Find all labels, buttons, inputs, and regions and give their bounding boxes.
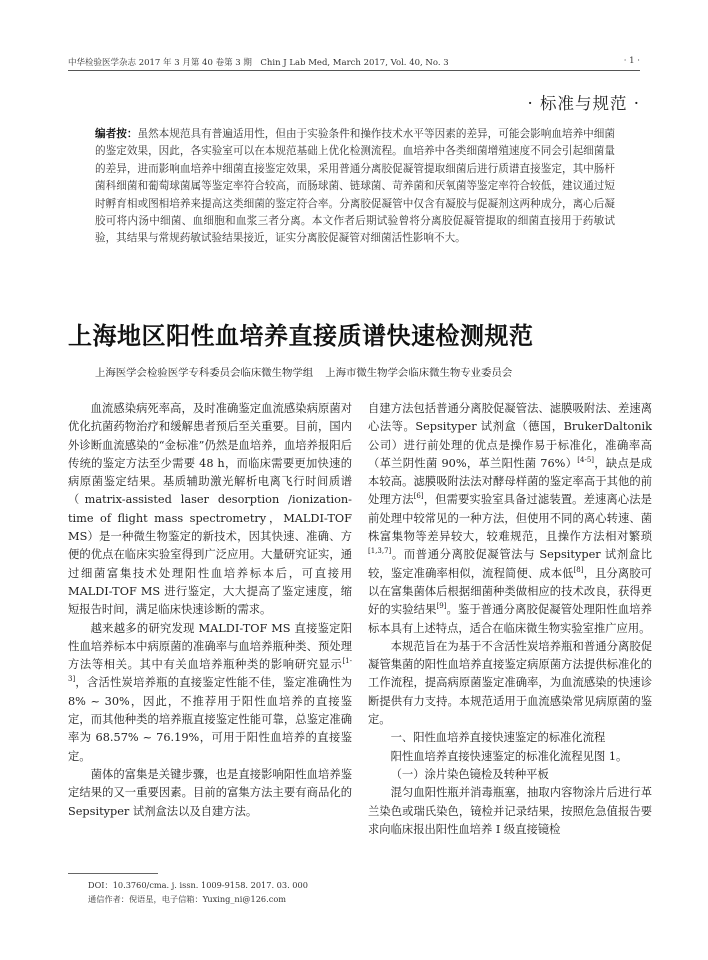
section-tag: · 标准与规范 · xyxy=(527,94,640,113)
footnote-divider xyxy=(68,873,158,874)
paragraph-text: 。鉴于普通分离胶促凝管处理阳性血培养标本具有上述特点，适合在临床微生物实验室推广应用。 xyxy=(368,603,652,635)
paragraph: 本规范旨在为基于不含活性炭培养瓶和普通分离胶促凝管集菌的阳性血培养直接鉴定病原菌方法提供标准化的工作流程，提高病原菌鉴定准确率，为血流感染的快速诊断提供有力支持。本规范适用于血流感染常见病原菌的鉴定。 xyxy=(368,639,652,727)
section-heading: 一、阳性血培养直接快速鉴定的标准化流程 xyxy=(390,731,606,745)
citation: [1-3] xyxy=(68,657,352,684)
paragraph-text: 自建方法包括普通分离胶促凝管法、滤膜吸附法、差速离心法等。Sepsityper 试剂盒（德国，BrukerDaltonik 公司）进行前处理的优点是操作易于标准化，准确率高（革兰阴性菌 90%，革兰阳性菌 76%） xyxy=(368,402,652,470)
doi-line: DOI：10.3760/cma. j. issn. 1009-9158. 2017. 03. 000 xyxy=(88,880,308,890)
author-group-2: 上海市微生物学会临床微生物专业委员会 xyxy=(325,367,513,379)
header-divider xyxy=(68,70,640,71)
paragraph-text: ，含活性炭培养瓶的直接鉴定性能不佳，鉴定准确性为 8% ~ 30%，因此，不推荐用于阳性血培养的直接鉴定，而其他种类的培养瓶直接鉴定性能可靠，总鉴定准确率为 68.57% ~ 76.19%，可用于阳性血培养的直接鉴定。 xyxy=(68,676,352,763)
citation: [6] xyxy=(413,492,424,501)
author-affiliations xyxy=(95,364,655,379)
subsection-heading: （一）涂片染色镜检及转种平板 xyxy=(390,767,549,781)
citation: [1,3,7] xyxy=(368,547,392,556)
article-title: 上海地区阳性血培养直接质谱快速检测规范 xyxy=(68,321,534,350)
citation: [8] xyxy=(573,565,584,574)
paragraph xyxy=(368,400,652,638)
footnote xyxy=(88,878,358,906)
paragraph-text: ，但需要实验室具备过滤装置。差速离心法是前处理中较常见的一种方法，但使用不同的离心转速、菌株富集物等差异较大，较难规范，且操作方法相对繁琐 xyxy=(368,493,652,544)
paragraph: 血流感染病死率高，及时准确鉴定血流感染病原菌对优化抗菌药物治疗和缓解患者预后至关重要。目前，国内外诊断血流感染的“金标准”仍然是血培养，血培养报阳后传统的鉴定方法至少需要 48 h，而临床需要更加快速的病原菌鉴定结果。基质辅助激光解析电离飞行时间质谱（matrix-assisted laser desorption /ionization-time of flight mass spectrometry，MALDI-TOF MS）是一种微生物鉴定的新技术，因其快速、准确、方便的优点在临床实验室得到广泛应用。大量研究证实，通过细菌富集技术处理阳性血培养标本后，可直接用 MALDI-TOF MS 进行鉴定，大大提高了鉴定速度，缩短报告时间，满足临床快速诊断的需求。 xyxy=(68,402,352,617)
paragraph: 菌体的富集是关键步骤，也是直接影响阳性血培养鉴定结果的又一重要因素。目前的富集方法主要有商品化的 Sepsityper 试剂盒法以及自建方法。 xyxy=(68,767,352,818)
editor-note-text: 虽然本规范具有普遍适用性，但由于实验条件和操作技术水平等因素的差异，可能会影响血培养中细菌的鉴定效果，因此，各实验室可以在本规范基础上优化检测流程。血培养中各类细菌增殖速度不同会引起细菌量的差异，进而影响血培养中细菌直接鉴定效果，采用普通分离胶促凝管提取细菌后进行质谱直接鉴定，其中肠杆菌科细菌和葡萄球菌属等鉴定率符合较高，而肠球菌、链球菌、苛养菌和厌氧菌等鉴定率符合较低，建议通过短时孵育相或图相培养来提高这类细菌的鉴定符合率。分离胶促凝管中仅含有凝胶与促凝剂这两种成分，离心后凝胶可将内汤中细菌、血细胞和血浆三者分离。本文作者后期试验曾将分离胶促凝管提取的细菌直接用于药敏试验，其结果与常规药敏试验结果接近，证实分离胶促凝管对细菌活性影响不大。 xyxy=(95,128,615,245)
body-column-left xyxy=(68,400,352,821)
journal-citation: 中华检验医学杂志 2017 年 3 月第 40 卷第 3 期 Chin J Lab Med, March 2017, Vol. 40, No. 3 xyxy=(68,58,449,68)
paragraph-text: ，且分离胶可以在富集菌体后根据细菌种类做相应的技术改良，获得更好的实验结果 xyxy=(368,566,652,617)
author-group-1: 上海医学会检验医学专科委员会临床微生物学组 xyxy=(95,367,314,379)
citation: [4-5] xyxy=(577,455,595,464)
editor-note-label: 编者按： xyxy=(95,128,138,140)
correspondence-line: 通信作者：倪语星，电子信箱：Yuxing_ni@126.com xyxy=(88,894,287,904)
paragraph xyxy=(68,620,352,766)
paragraph-text: ，缺点是成本较高。滤膜吸附法法对酵母样菌的鉴定率高于其他的前处理方法 xyxy=(368,456,652,507)
paragraph-text: 。而普通分离胶促凝管法与 Sepsityper 试剂盒比较，鉴定准确率相似，流程简便、成本低 xyxy=(368,548,652,580)
editor-note xyxy=(95,126,615,248)
body-column-right xyxy=(368,400,652,839)
paragraph-text: 越来越多的研究发现 MALDI-TOF MS 直接鉴定阳性血培养标本中病原菌的准确率与血培养瓶种类、预处理方法等相关。其中有关血培养瓶种类的影响研究显示 xyxy=(68,621,352,672)
page-number: · 1 · xyxy=(623,56,640,66)
citation: [9] xyxy=(436,602,447,611)
paragraph: 混匀血阳性瓶并消毒瓶塞，抽取内容物涂片后进行革兰染色或瑞氏染色，镜检并记录结果，按照危急值报告要求向临床报出阳性血培养 I 级直接镜检 xyxy=(368,786,652,836)
paragraph: 阳性血培养直接快速鉴定的标准化流程见图 1。 xyxy=(390,749,628,763)
